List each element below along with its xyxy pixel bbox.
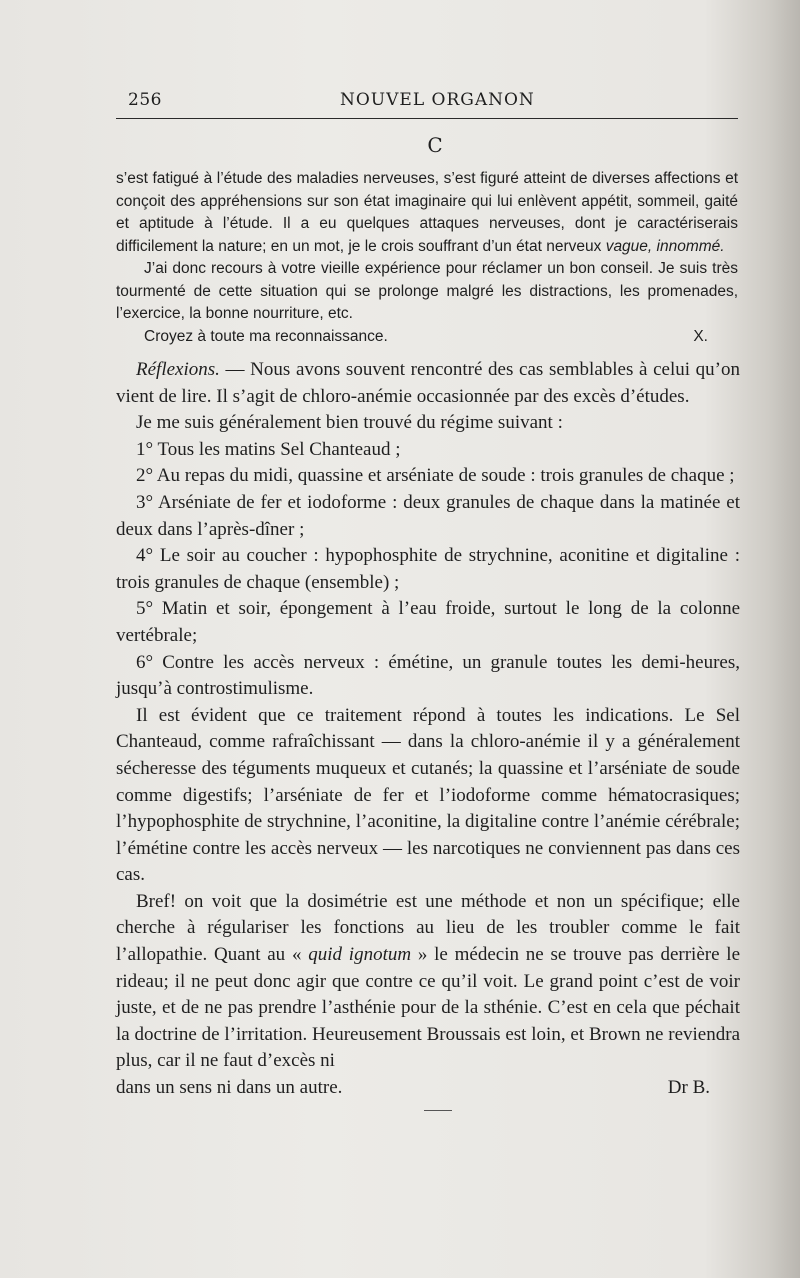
letter-paragraph: J’ai donc recours à votre vieille expérience pour réclamer un bon conseil. Je suis très tourmenté de cette situation qui se prolonge malgré les distractions, les promenades, l’exercice, la bonne nourriture, etc.: [116, 260, 738, 322]
commentary-lead: [116, 357, 740, 410]
regimen-intro: Je me suis généralement bien trouvé du régime suivant :: [136, 412, 563, 434]
reflexions-label: Réflexions.: [136, 359, 220, 380]
letter-text: s’est fatigué à l’étude des maladies nerveuses, s’est figuré atteint de diverses affections et conçoit des appréhensions sur son état imaginaire qui lui enlèvent appétit, sommeil, gaité et aptitude à l’étude. Il a eu quelques attaques nerveuses, dont je caractériserais difficilement la nature; en un mot, je le crois souffrant d’un état nerveux: [116, 170, 738, 255]
author-signature: Dr B.: [667, 1077, 710, 1099]
patient-letter: [116, 168, 738, 348]
page-number: 256: [128, 90, 162, 110]
letter-closing: Croyez à toute ma reconnaissance.: [144, 327, 388, 345]
regimen-item: 2° Au repas du midi, quassine et arséniate de soude : trois granules de chaque ;: [136, 465, 735, 487]
letter-italic: vague, innommé.: [605, 237, 725, 255]
section-letter: C: [427, 133, 443, 157]
conclusion-italic: quid ignotum: [308, 944, 412, 966]
running-title: NOUVEL ORGANON: [340, 90, 535, 110]
commentary-lead-text: — Nous avons souvent rencontré des cas semblables à celui qu’on vient de lire. Il s’agit de chloro-anémie occasionnée par des excès d’études.: [116, 359, 740, 407]
regimen-item: 1° Tous les matins Sel Chanteaud ;: [136, 438, 401, 460]
header-rule: [116, 118, 738, 119]
final-line: [116, 1075, 740, 1102]
regimen-item: 6° Contre les accès nerveux : émétine, un granule toutes les demi-heures, jusqu’à controstimulisme.: [116, 651, 740, 700]
conclusion-text: » le médecin ne se trouve pas derrière le rideau; il ne peut donc agir que contre ce qu’il voit. Le grand point c’est de voir juste, et de ne pas prendre l’asthénie pour de la sthénie. C’est en cela que péchait la doctrine de l’irritation. Heureusement Broussais est loin, et Brown ne reviendra plus, car il ne faut d’excès ni: [116, 944, 741, 1072]
final-text: dans un sens ni dans un autre.: [116, 1077, 343, 1099]
page-header: [128, 88, 738, 118]
conclusion-paragraph: [116, 889, 740, 1075]
conclusion-text: Bref! on voit que la dosimétrie est une méthode et non un spécifique; elle cherche à régulariser les fonctions au lieu de les troubler comme le fait l’allopathie. Quant au «: [116, 890, 740, 966]
regimen-item: 3° Arséniate de fer et iodoforme : deux granules de chaque dans la matinée et deux dans l’après-dîner ;: [116, 491, 740, 540]
letter-closing-line: [116, 326, 738, 349]
regimen-item: 4° Le soir au coucher : hypophosphite de strychnine, aconitine et digitaline : trois granules de chaque (ensemble) ;: [116, 545, 740, 593]
regimen-item: 5° Matin et soir, épongement à l’eau froide, surtout le long de la colonne vertébrale;: [116, 598, 740, 646]
closing-rule: [424, 1110, 452, 1111]
letter-paragraph: [116, 168, 738, 258]
letter-signature: X.: [693, 327, 708, 345]
explanation-paragraph: Il est évident que ce traitement répond à toutes les indications. Le Sel Chanteaud, comme rafraîchissant — dans la chloro-anémie il y a généralement sécheresse des téguments muqueux et cutanés; la quassine et l’arséniate de soude comme digestifs; l’arséniate de fer et l’iodoforme comme hématocrasiques; l’hypophosphite de strychnine, l’aconitine, la digitaline contre l’anémie cérébrale; l’émétine contre les accès nerveux — les narcotiques ne conviennent pas dans ces cas.: [116, 704, 740, 886]
commentary: [116, 357, 740, 1102]
